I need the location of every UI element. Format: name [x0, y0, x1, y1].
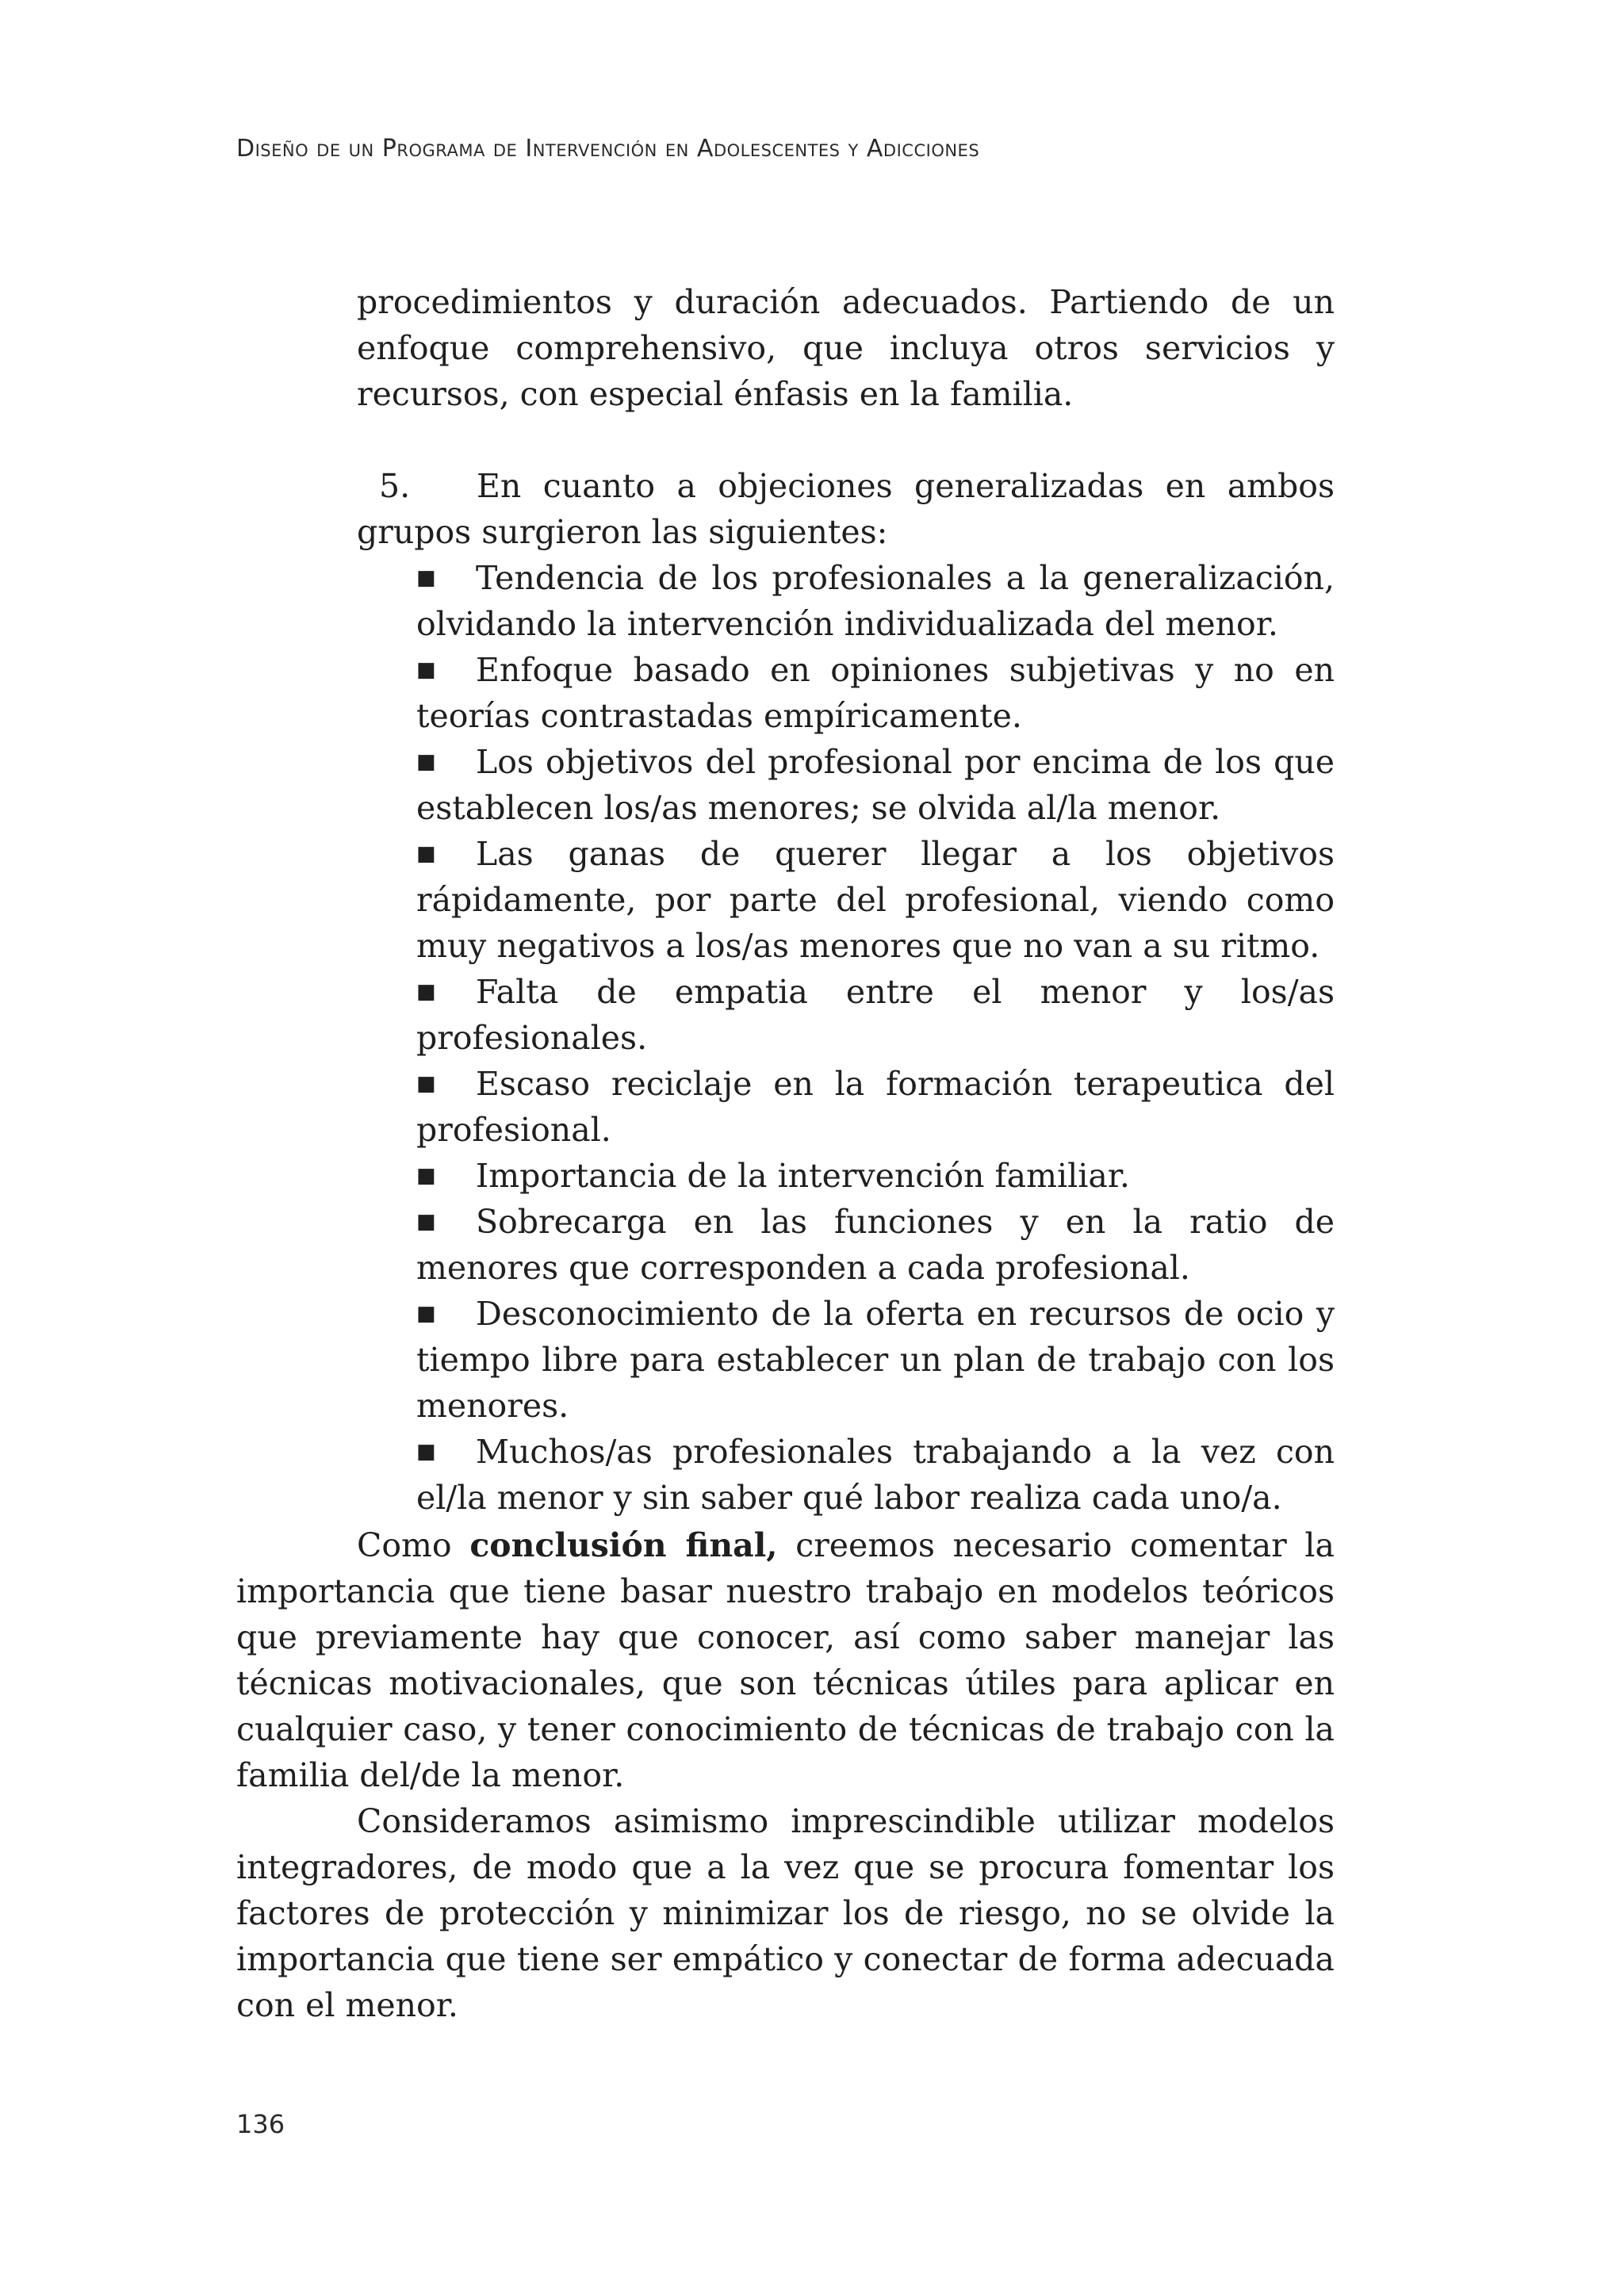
running-head: Diseño de un Programa de Intervención en Adolescentes y Adicciones — [236, 135, 980, 163]
list-item — [416, 1153, 1335, 1199]
list-item — [416, 1199, 1335, 1291]
list-item-text: Tendencia de los profesionales a la generalización, olvidando la intervención individualizada del menor. — [416, 559, 1335, 643]
list-item-text: Importancia de la intervención familiar. — [476, 1157, 1130, 1195]
page-number: 136 — [236, 2109, 285, 2139]
list-item — [416, 555, 1335, 647]
list-item-text: Sobrecarga en las funciones y en la ratio de menores que corresponden a cada profesional. — [416, 1203, 1335, 1287]
list-item-text: Escaso reciclaje en la formación terapeutica del profesional. — [416, 1065, 1335, 1149]
list-item — [416, 647, 1335, 739]
list-item-text: Muchos/as profesionales trabajando a la vez con el/la menor y sin saber qué labor realiza cada uno/a. — [416, 1433, 1335, 1517]
square-bullet-icon: ■ — [416, 750, 436, 774]
square-bullet-icon: ■ — [416, 566, 436, 590]
list-item-text: Los objetivos del profesional por encima de los que establecen los/as menores; se olvida al/la menor. — [416, 743, 1335, 827]
numbered-item-header — [357, 463, 1335, 555]
list-item-text: Las ganas de querer llegar a los objetivos rápidamente, por parte del profesional, viendo como muy negativos a los/as menores que no van a su ritmo. — [416, 835, 1335, 965]
list-item — [416, 1061, 1335, 1153]
square-bullet-icon: ■ — [416, 1210, 436, 1234]
conclusion-bold-phrase: conclusión final, — [469, 1526, 778, 1564]
item-text: En cuanto a objeciones generalizadas en ambos grupos surgieron las siguientes: — [357, 467, 1335, 551]
list-item — [416, 739, 1335, 831]
square-bullet-icon: ■ — [416, 1302, 436, 1326]
conclusion-paragraph — [236, 1522, 1335, 1798]
square-bullet-icon: ■ — [416, 1440, 436, 1464]
square-bullet-icon: ■ — [416, 1072, 436, 1096]
list-item — [416, 1429, 1335, 1521]
square-bullet-icon: ■ — [416, 658, 436, 682]
list-item — [416, 1291, 1335, 1429]
intro-paragraph: procedimientos y duración adecuados. Partiendo de un enfoque comprehensivo, que incluya otros servicios y recursos, con especial énfasis en la familia. — [357, 283, 1335, 413]
list-item-text: Falta de empatia entre el menor y los/as profesionales. — [416, 973, 1335, 1057]
numbered-item-5 — [357, 463, 1335, 1521]
square-bullet-icon: ■ — [416, 1164, 436, 1188]
list-item — [416, 831, 1335, 969]
list-item-text: Enfoque basado en opiniones subjetivas y no en teorías contrastadas empíricamente. — [416, 651, 1335, 735]
square-bullet-icon: ■ — [416, 980, 436, 1004]
square-bullet-icon: ■ — [416, 842, 436, 866]
closing-paragraph: Consideramos asimismo imprescindible utilizar modelos integradores, de modo que a la vez que se procura fomentar los factores de protección y minimizar los de riesgo, no se olvide la importancia que tiene ser empático y conectar de forma adecuada con el menor. — [236, 1802, 1335, 2024]
objections-list — [357, 555, 1335, 1521]
list-item — [416, 969, 1335, 1061]
conclusion-lead: Como — [357, 1526, 452, 1564]
item-number: 5. — [379, 467, 411, 505]
conclusion-rest: creemos necesario comentar la importancia que tiene basar nuestro trabajo en modelos teóricos que previamente hay que conocer, así como saber manejar las técnicas motivacionales, que son técnicas útiles para aplicar en cualquier caso, y tener conocimiento de técnicas de trabajo con la familia del/de la menor. — [236, 1526, 1335, 1794]
list-item-text: Desconocimiento de la oferta en recursos de ocio y tiempo libre para establecer un plan de trabajo con los menores. — [416, 1295, 1335, 1425]
